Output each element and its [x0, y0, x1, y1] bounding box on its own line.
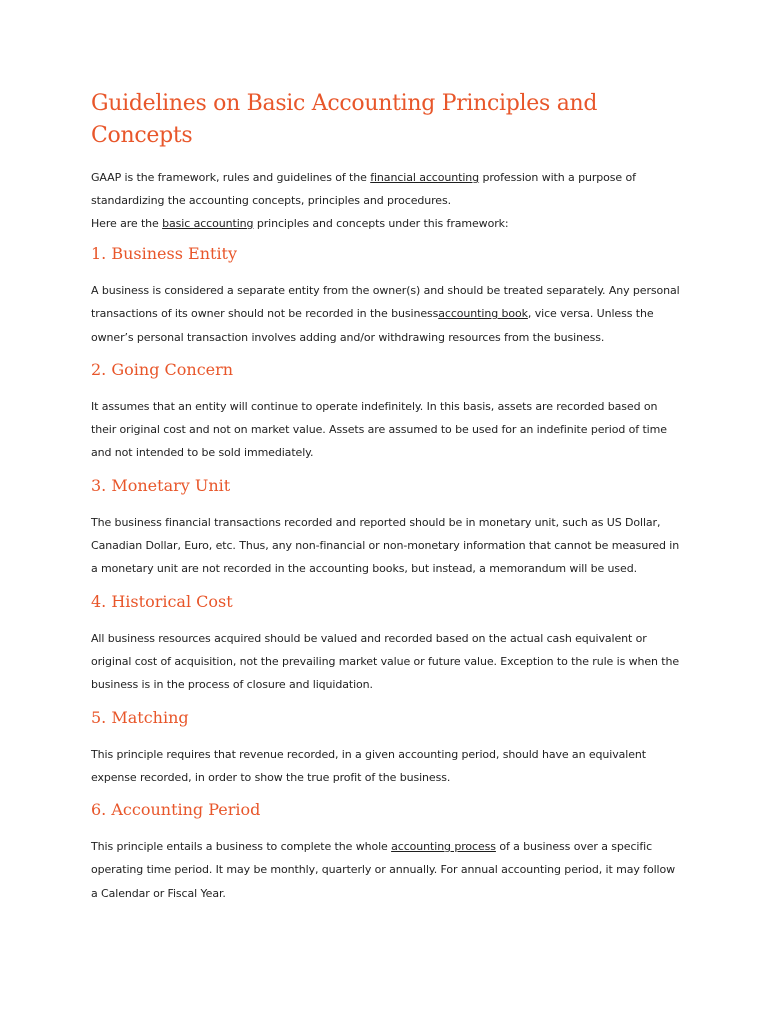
intro — [91, 166, 681, 235]
intro-text: GAAP is the framework, rules and guidelines of the — [91, 171, 371, 184]
section-paragraph — [91, 835, 681, 905]
section-paragraph: It assumes that an entity will continue to operate indefinitely. In this basis, assets are recorded based on their original cost and not on market value. Assets are assumed to be used for an indefinite period of time and not intended to be sold immediately. — [91, 399, 667, 460]
section-heading: 5. Matching — [91, 707, 189, 727]
intro-paragraph — [91, 212, 681, 235]
section-business-entity — [91, 243, 681, 349]
intro-text: principles and concepts under this framework: — [253, 217, 509, 230]
section-paragraph: The business financial transactions recorded and reported should be in monetary unit, such as US Dollar, Canadian Dollar, Euro, etc. Thus, any non-financial or non-monetary information that cannot be measured in a monetary unit are not recorded in the accounting books, but instead, a memorandum will be used. — [91, 515, 680, 576]
section-heading: 1. Business Entity — [91, 244, 238, 263]
section-paragraph: This principle requires that revenue recorded, in a given accounting period, should have an equivalent expense recorded, in order to show the true profit of the business. — [91, 747, 646, 784]
section-heading: 2. Going Concern — [91, 359, 234, 379]
basic-accounting-link[interactable]: basic accounting — [162, 217, 254, 230]
intro-text: Here are the — [91, 217, 163, 230]
financial-accounting-link[interactable]: financial accounting — [370, 171, 480, 184]
section-accounting-period — [91, 799, 681, 905]
section-matching — [91, 707, 681, 790]
intro-paragraph — [91, 166, 681, 212]
accounting-process-link[interactable]: accounting process — [391, 840, 496, 854]
section-text: A business is considered a separate entity from the owner(s) and should be treated separately. Any personal transactions of its owner should not be recorded in the business — [91, 284, 680, 321]
page-title: Guidelines on Basic Accounting Principles and Concepts — [91, 91, 598, 148]
section-text: , vice versa. Unless the owner’s personal transaction involves adding and/or withdrawing resources from the business. — [91, 307, 654, 344]
section-paragraph — [91, 279, 681, 349]
accounting-book-link[interactable]: accounting book — [438, 307, 528, 321]
section-historical-cost — [91, 591, 681, 697]
document-page — [91, 88, 681, 915]
section-heading: 6. Accounting Period — [91, 800, 261, 820]
section-text: of a business over a specific operating time period. It may be monthly, quarterly or annually. For annual accounting period, it may follow a Calendar or Fiscal Year. — [91, 840, 676, 900]
section-heading: 4. Historical Cost — [91, 591, 233, 611]
section-going-concern — [91, 359, 681, 465]
section-paragraph: All business resources acquired should be valued and recorded based on the actual cash equivalent or original cost of acquisition, not the prevailing market value or future value. Exception to the rule is when the business is in the process of closure and liquidation. — [91, 631, 680, 692]
intro-text: profession with a purpose of standardizing the accounting concepts, principles and procedures. — [91, 171, 636, 207]
section-text: This principle entails a business to complete the whole — [91, 840, 392, 854]
section-monetary-unit — [91, 475, 681, 581]
section-heading: 3. Monetary Unit — [91, 475, 231, 495]
